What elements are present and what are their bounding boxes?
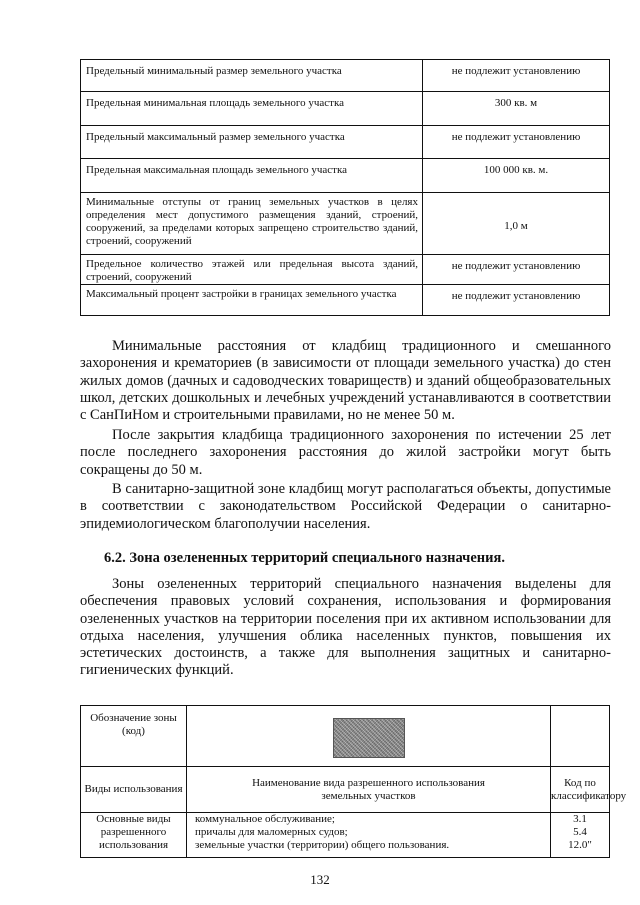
- param-label: Предельная максимальная площадь земельного участка: [81, 159, 423, 193]
- use-name: коммунальное обслуживание;: [195, 813, 335, 825]
- paragraph-cemetery-closure: После закрытия кладбища традиционного захоронения по истечении 25 лет после последнего захоронения расстояния до жилой застройки могут быть сокращены до 50 м.: [80, 427, 611, 478]
- column-header-name: Наименование вида разрешенного использования земельных участков: [187, 767, 551, 813]
- use-code: 3.1: [573, 813, 587, 825]
- paragraph-cemetery-distances: Минимальные расстояния от кладбищ традиционного и смешанного захоронения и крематориев (в зависимости от площади земельного участка) до стен жилых домов (дачных и садоводческих товариществ) и зданий общеобразовательных школ, детских дошкольных и лечебных учреждений устанавливаются в соответствии с СанПиНом и строительными правилами, но не менее 50 м.: [80, 338, 611, 424]
- paragraph-sanitary-zone: В санитарно-защитной зоне кладбищ могут располагаться объекты, допустимые в соответствии с законодательством Российской Федерации о санитарно-эпидемиологическом благополучии населения.: [80, 481, 611, 532]
- param-label: Предельная минимальная площадь земельного участка: [81, 92, 423, 126]
- empty-cell: [551, 706, 610, 767]
- group-label: Основные виды разрешенного использования: [81, 813, 187, 858]
- use-name: земельные участки (территории) общего пользования.: [195, 839, 450, 851]
- use-codes-cell: [551, 813, 610, 858]
- zone-table: [80, 705, 627, 858]
- use-code: 12.0": [568, 839, 592, 851]
- param-label: Минимальные отступы от границ земельных участков в целях определения мест допустимого размещения зданий, строений, сооружений, за пределами которых запрещено строительство зданий, строений, сооружений: [81, 193, 423, 255]
- param-value: не подлежит установлению: [423, 255, 610, 285]
- param-value: не подлежит установлению: [423, 285, 610, 316]
- param-label: Предельный максимальный размер земельного участка: [81, 126, 423, 159]
- section-heading: 6.2. Зона озелененных территорий специального назначения.: [104, 550, 505, 566]
- param-label: Предельный минимальный размер земельного участка: [81, 60, 423, 92]
- use-names-cell: [187, 813, 551, 858]
- use-code: 5.4: [573, 826, 587, 838]
- parameters-table: [80, 59, 610, 316]
- page-number: 132: [310, 872, 330, 887]
- param-value: 300 кв. м: [423, 92, 610, 126]
- param-label: Максимальный процент застройки в границах земельного участка: [81, 285, 423, 316]
- param-value: не подлежит установлению: [423, 126, 610, 159]
- zone-label-cell: Обозначение зоны (код): [81, 706, 187, 767]
- zone-symbol-cell: [187, 706, 551, 767]
- column-header-types: Виды использования: [81, 767, 187, 813]
- param-value: 100 000 кв. м.: [423, 159, 610, 193]
- zone-hatch-symbol: [333, 718, 405, 758]
- param-value: не подлежит установлению: [423, 60, 610, 92]
- param-value: 1,0 м: [423, 193, 610, 255]
- paragraph-zone-description: Зоны озелененных территорий специального назначения выделены для обеспечения правовых условий сохранения, использования и формирования озелененных участков на территории поселения при их активном использовании для отдыха населения, улучшения облика населенных пунктов, повышения их эстетических достоинств, а также для выполнения защитных и санитарно-гигиенических функций.: [80, 576, 611, 679]
- column-header-code: Код по классификатору: [551, 767, 610, 813]
- use-name: причалы для маломерных судов;: [195, 826, 348, 838]
- param-label: Предельное количество этажей или предельная высота зданий, строений, сооружений: [81, 255, 423, 285]
